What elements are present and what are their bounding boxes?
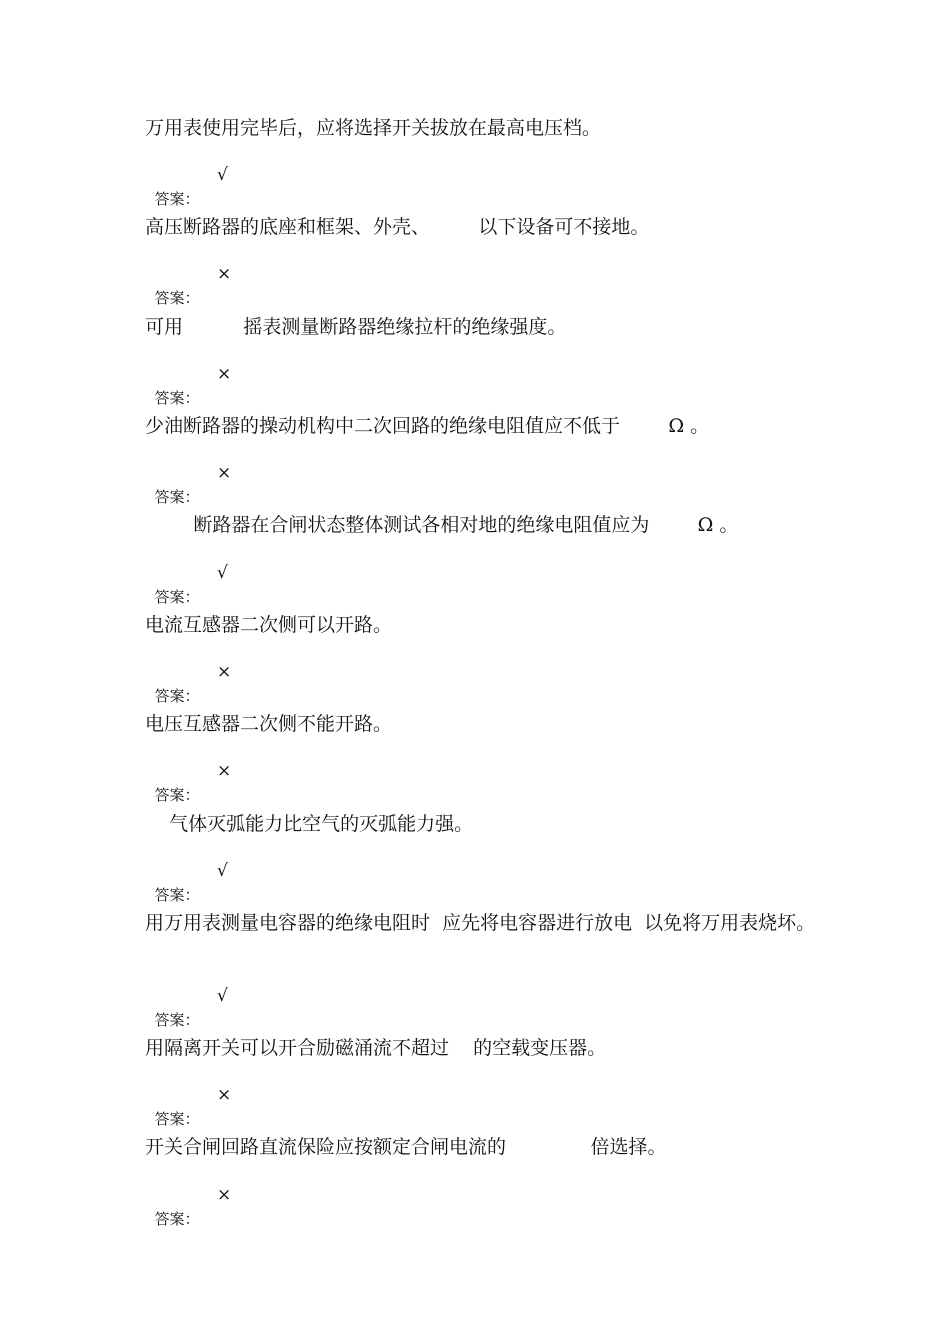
answer-label: 答案： <box>154 786 200 804</box>
answer-label: 答案： <box>154 1110 200 1128</box>
check-mark-icon: √ <box>217 861 228 881</box>
answer-label: 答案： <box>154 588 200 606</box>
answer-label: 答案： <box>154 886 200 904</box>
question-10: 用隔离开关可以开合励磁涌流不超过 的空载变压器。 <box>145 1037 607 1059</box>
cross-mark-icon: × <box>217 364 232 384</box>
question-1: 万用表使用完毕后，应将选择开关拔放在最高电压档。 <box>145 117 602 139</box>
cross-mark-icon: × <box>217 662 232 682</box>
answer-label: 答案： <box>154 1011 200 1029</box>
answer-label: 答案： <box>154 190 200 208</box>
answer-label: 答案： <box>154 1210 200 1228</box>
cross-mark-icon: × <box>217 1185 232 1205</box>
question-9: 用万用表测量电容器的绝缘电阻时 应先将电容器进行放电 以免将万用表烧坏。 <box>145 912 816 934</box>
question-11: 开关合闸回路直流保险应按额定合闸电流的 倍选择。 <box>145 1136 667 1158</box>
question-2: 高压断路器的底座和框架、外壳、 以下设备可不接地。 <box>145 216 650 238</box>
answer-label: 答案： <box>154 687 200 705</box>
cross-mark-icon: × <box>217 264 232 284</box>
cross-mark-icon: × <box>217 1085 232 1105</box>
question-4: 少油断路器的操动机构中二次回路的绝缘电阻值应不低于 Ω 。 <box>145 415 710 437</box>
check-mark-icon: √ <box>217 563 228 583</box>
question-5: 断路器在合闸状态整体测试各相对地的绝缘电阻值应为 Ω 。 <box>145 514 739 536</box>
answer-label: 答案： <box>154 488 200 506</box>
question-8: 气体灭弧能力比空气的灭弧能力强。 <box>145 813 474 835</box>
cross-mark-icon: × <box>217 463 232 483</box>
question-3: 可用 摇表测量断路器绝缘拉杆的绝缘强度。 <box>145 316 567 338</box>
cross-mark-icon: × <box>217 761 232 781</box>
answer-row-11 <box>145 1185 232 1249</box>
answer-label: 答案： <box>154 389 200 407</box>
question-6: 电流互感器二次侧可以开路。 <box>145 614 393 636</box>
check-mark-icon: √ <box>217 986 228 1006</box>
check-mark-icon: √ <box>217 165 228 185</box>
question-7: 电压互感器二次侧不能开路。 <box>145 713 393 735</box>
answer-label: 答案： <box>154 289 200 307</box>
